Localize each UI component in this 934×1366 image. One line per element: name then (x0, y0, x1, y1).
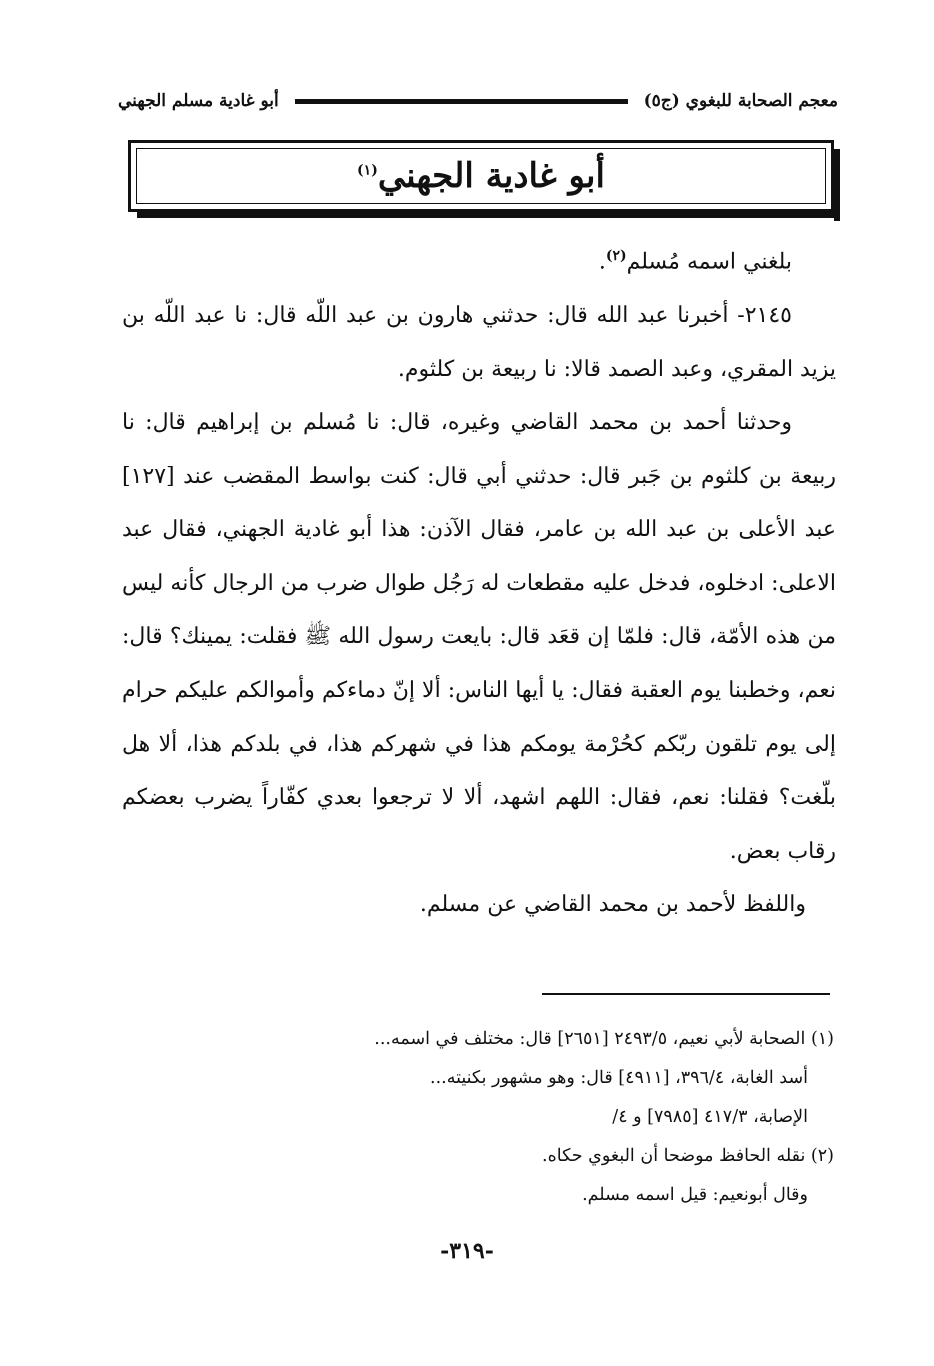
title-box-shadow-bottom (137, 212, 840, 218)
footnote-1-line-2: أسد الغابة، ٣٩٦/٤، [٤٩١١] قال: وهو مشهور بكنيته... (430, 1068, 808, 1088)
title-box-inner (136, 148, 826, 204)
footnote-2-line-2: وقال أبونعيم: قيل اسمه مسلم. (582, 1185, 808, 1205)
title-footnote-ref: (١) (357, 162, 378, 179)
header-book-title: معجم الصحابة للبغوي (ج٥) (643, 91, 838, 111)
body-text (122, 230, 836, 932)
header-rule (295, 99, 628, 104)
section-title-text: أبو غادية الجهني (377, 156, 605, 196)
title-box (128, 140, 834, 212)
paragraph-hadith-text: وحدثنا أحمد بن محمد القاضي وغيره، قال: نا مُسلم بن إبراهيم قال: نا ربيعة بن كلثوم بن جَبر قال: حدثني أبي قال: كنت بواسط المقضب عند [١٢٧] عبد الأعلى بن عبد الله بن عامر، فقال الآذن: هذا أبو غادية الجهني، فقال عبد الاعلى: ادخلوه، فدخل عليه مقطعات له رَجُل طوال ضرب من الرجال كأنه ليس من هذه الأمّة، قال: فلمّا إن قعَد قال: بايعت رسول الله ﷺ فقلت: يمينك؟ قال: نعم، وخطبنا يوم العقبة فقال: يا أيها الناس: ألا إنّ دماءكم وأموالكم عليكم حرام إلى يوم تلقون ربّكم كحُرْمة يومكم هذا في شهركم هذا، في بلدكم هذا، ألا هل بلّغت؟ فقلنا: نعم، فقال: اللهم اشهد، ألا لا ترجعوا بعدي كفّاراً يضرب بعضكم رقاب بعض. (122, 410, 836, 864)
page-number: -٣١٩- (440, 1238, 494, 1264)
footnote-1-line-1: (١) الصحابة لأبي نعيم، ٢٤٩٣/٥ [٢٦٥١] قال: مختلف في اسمه... (374, 1029, 834, 1049)
paragraph-wording-note: واللفظ لأحمد بن محمد القاضي عن مسلم. (419, 892, 806, 918)
paragraph-1-end: . (598, 249, 606, 275)
paragraph-1-footnote-ref: (٢) (605, 248, 627, 264)
section-title (357, 156, 605, 196)
title-box-shadow-right (834, 149, 840, 221)
paragraph-hadith-isnad: ٢١٤٥- أخبرنا عبد الله قال: حدثني هارون بن عبد اللّه قال: نا عبد اللّه بن يزيد المقري، وعبد الصمد قالا: نا ربيعة بن كلثوم. (122, 302, 836, 382)
header-chapter-title: أبو غادية مسلم الجهني (118, 91, 279, 111)
paragraph-1-text: بلغني اسمه مُسلم (626, 249, 792, 275)
running-header (118, 86, 838, 116)
footnote-separator (542, 993, 830, 995)
footnote-2-line-1: (٢) نقله الحافظ موضحا أن البغوي حكاه. (542, 1146, 834, 1166)
footnote-1-line-3: الإصابة، ٤١٧/٣ [٧٩٨٥] و ٤/ (612, 1107, 808, 1127)
footnotes (250, 1020, 834, 1215)
paragraph-name-note (122, 230, 836, 289)
